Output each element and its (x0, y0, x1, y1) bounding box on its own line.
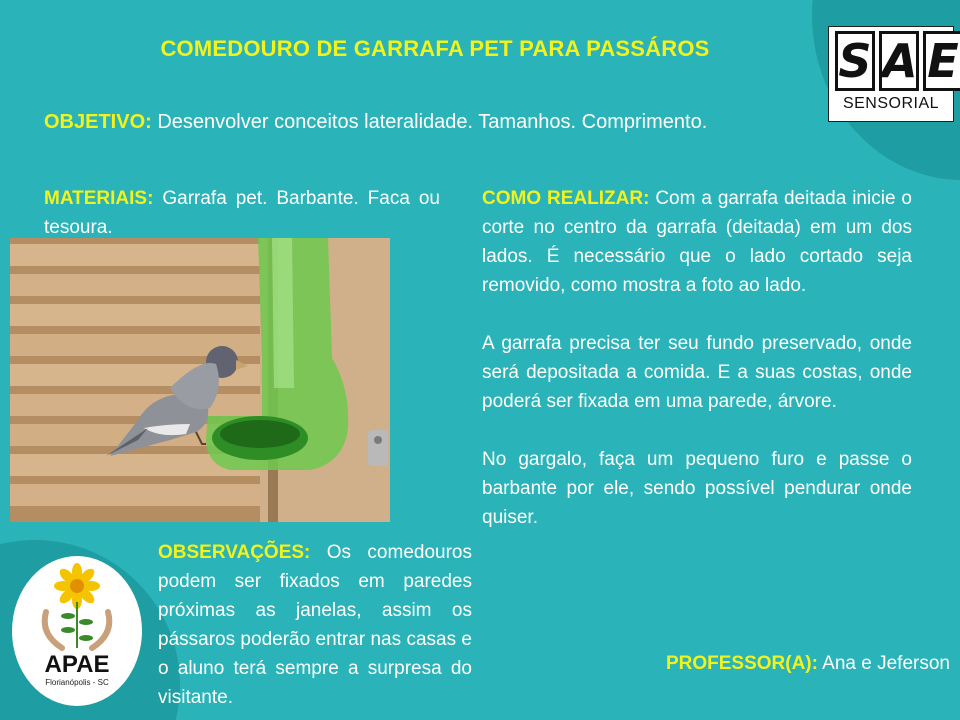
sae-subtitle: SENSORIAL (842, 95, 940, 112)
objective-label: OBJETIVO: (44, 111, 152, 133)
materials-text: Garrafa pet. Barbante. Faca ou tesoura. (44, 188, 440, 238)
window-blinds (10, 238, 260, 522)
how-to-label: COMO REALIZAR: (482, 188, 650, 209)
objective-paragraph (44, 108, 784, 136)
apae-logo (12, 556, 142, 706)
how-to-paragraph-2: A garrafa precisa ter seu fundo preservado, onde será depositada a comida. E a suas costas, onde poderá ser fixada em uma parede, árvore. (482, 333, 912, 412)
apae-city: Florianópolis - SC (45, 678, 109, 687)
how-to-text-1: Com a garrafa deitada inicie o corte no centro da garrafa (deitada) em um dos lados. É necessário que o lado cortado seja removido, como mostra a foto ao lado. (482, 188, 912, 296)
page-title: COMEDOURO DE GARRAFA PET PARA PASSÁROS (160, 36, 710, 61)
sae-letter-e: E (923, 31, 960, 91)
how-to-paragraph-3: No gargalo, faça um pequeno furo e passe o barbante por ele, sendo possível pendurar onde quiser. (482, 449, 912, 528)
professor-label: PROFESSOR(A): (665, 653, 818, 674)
sae-letters (835, 31, 960, 91)
observations-label: OBSERVAÇÕES: (158, 542, 311, 563)
how-to-section (482, 184, 912, 561)
sae-sensorial-logo (828, 26, 959, 122)
observations-text: Os comedouros podem ser fixados em paredes próximas as janelas, assim os pássaros poderão entrar nas casas e o aluno terá sempre a surpresa do visitante. (158, 542, 472, 708)
observations-paragraph (158, 538, 472, 712)
apae-name: APAE (44, 651, 110, 678)
apae-flower-icon (12, 556, 142, 652)
professor-line (666, 650, 950, 678)
bird-feeder-photo (10, 238, 390, 522)
objective-text: Desenvolver conceitos lateralidade. Tamanhos. Comprimento. (151, 111, 708, 133)
sae-letter-a: A (879, 31, 919, 91)
materials-paragraph (44, 184, 440, 242)
wall-bracket (368, 430, 388, 466)
how-to-paragraph-1 (482, 184, 912, 300)
materials-label: MATERIAIS: (44, 188, 154, 209)
professor-names: Ana e Jeferson (817, 653, 950, 674)
sae-letter-s: S (835, 31, 875, 91)
